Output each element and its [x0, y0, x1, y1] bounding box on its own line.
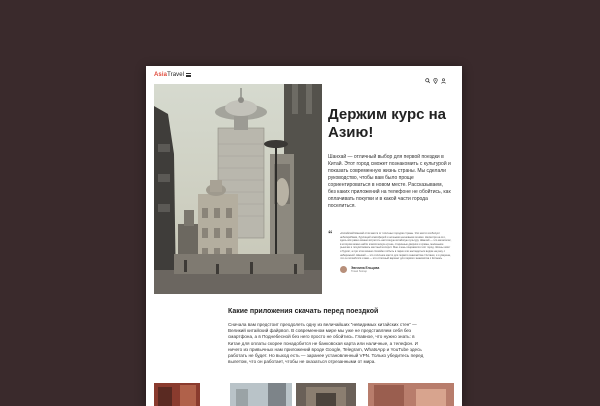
logo-rest: Travel	[167, 72, 185, 78]
logo-accent: Asia	[154, 72, 168, 78]
quote-icon: “	[328, 229, 333, 239]
top-icons	[425, 71, 446, 77]
section-title: Какие приложения скачать перед поездкой	[228, 308, 379, 315]
gallery-image	[230, 383, 292, 406]
gallery-image	[296, 383, 356, 406]
location-pin-icon[interactable]	[433, 71, 438, 77]
hero-title: Держим курс на Азию!	[328, 106, 447, 141]
section-text: Сначала вам предстоит преодолеть одну из величайших “невидимых китайских стен” — Великий китайский файрвол. В современном мире мы уже не представляем себя без смартфона, а в Поднебесной без него просто не обойтись. Главное, что нужно знать: в Китае для оплаты скорее понадобится не банковская карта или наличные, а телефон. И ничего из привычных нам приложений вроде Google, Telegram, WhatsApp и YouTube здесь работать не будет. Но выход есть — заранее установленный VPN. Только убедитесь перед вылетом, что он работает, чтобы не оказаться отрезанными от мира.	[228, 322, 424, 365]
menu-icon[interactable]	[186, 73, 191, 77]
search-icon[interactable]	[425, 71, 430, 77]
site-logo[interactable]	[154, 72, 184, 78]
gallery-image	[368, 383, 454, 406]
top-bar	[146, 66, 462, 84]
author-role: Travel блогер	[351, 270, 367, 273]
quote-text: «Китайский Шанхай отличается от типичных городов страны. Это место изобилует небоскрёбами, бурлящей атмосферой и ночными неоновыми огнями. Несмотря на это, здесь всё равно можно встретить настоящую китайскую культуру. Шанхай — это мегаполис, в котором можно найти классическую кухню, старинные дворики и храмы, маленькие рыночки и почувствовать местный колорит. Мне очень понравился этот город. Жизнь кипит и бурлит, а при этом можно спокойно побыть в парке или насладиться видом на реку с набережной. Шанхай — это отличное место для первого знакомства с Китаем, и я уверена, что он полюбится и вам — это отличный вариант для первого знакомства с Китаем»	[340, 232, 452, 261]
hero-image	[154, 84, 322, 294]
article-page	[146, 66, 462, 406]
author-name: Эвелина Ельцова	[351, 266, 380, 270]
user-icon[interactable]	[441, 71, 446, 77]
quote-author	[340, 266, 379, 273]
hero-intro: Шанхай — отличный выбор для первой поездки в Китай. Этот город сможет познакомить с культурой и показать современную жизнь страны. Мы сделали руководство, чтобы вам было проще сориентироваться в новом месте. Рассказываем, без каких приложений на телефоне не обойтись, как оплачивать покупки и в какой части города поселиться.	[328, 154, 451, 209]
avatar	[340, 266, 347, 273]
gallery-image	[154, 383, 200, 406]
